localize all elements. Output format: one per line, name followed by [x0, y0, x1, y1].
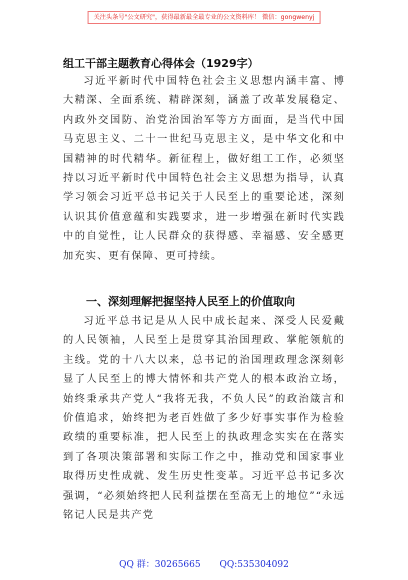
- qq-group-label: QQ 群：30265665: [119, 560, 201, 570]
- qq-label: QQ:535304092: [219, 560, 289, 570]
- section-body: [63, 312, 345, 525]
- section-paragraph: 习近平总书记是从人民中成长起来、深受人民爱戴的人民领袖，人民至上是贯穿其治国理政、掌舵领航的主线。党的十八大以来，总书记的治国理政理念深刻彰显了人民至上的博大情怀和共产党人的根本政治立场，始终秉承共产党人“我将无我，不负人民”的政治箴言和价值追求，始终把为老百姓做了多少好事实事作为检验政绩的重要标准，把人民至上的执政理念实实在在落实到了各项决策部署和实际工作之中，推动党和国家事业取得历史性成就、发生历史性变革。习近平总书记多次强调，“必须始终把人民利益摆在至高无上的地位”“永远铭记人民是共产党: [63, 316, 345, 522]
- promo-banner: 关注头条号"公文研究"，获得最新最全最专业的公文资料库！ 微信：gongwenyj: [88, 11, 321, 24]
- intro-paragraph: 习近平新时代中国特色社会主义思想内涵丰富、博大精深、全面系统、精辟深刻，涵盖了改革发展稳定、内政外交国防、治党治国治军等方方面面，是当代中国马克思主义、二十一世纪马克思主义，是中华文化和中国精神的时代精华。新征程上，做好组工工作，必须坚持以习近平新时代中国特色社会主义思想为指导，认真学习领会习近平总书记关于人民至上的重要论述，深刻认识其价值意蕴和实践要求，进一步增强在新时代实践中的自觉性，让人民群众的获得感、幸福感、安全感更加充实、更有保障、更可持续。: [63, 76, 345, 262]
- contact-footer: [0, 557, 408, 570]
- section-heading: 一、深刻理解把握坚持人民至上的价值取向: [86, 295, 295, 308]
- intro-section: [63, 72, 345, 266]
- document-title: 组工干部主题教育心得体会（1929字）: [63, 57, 259, 70]
